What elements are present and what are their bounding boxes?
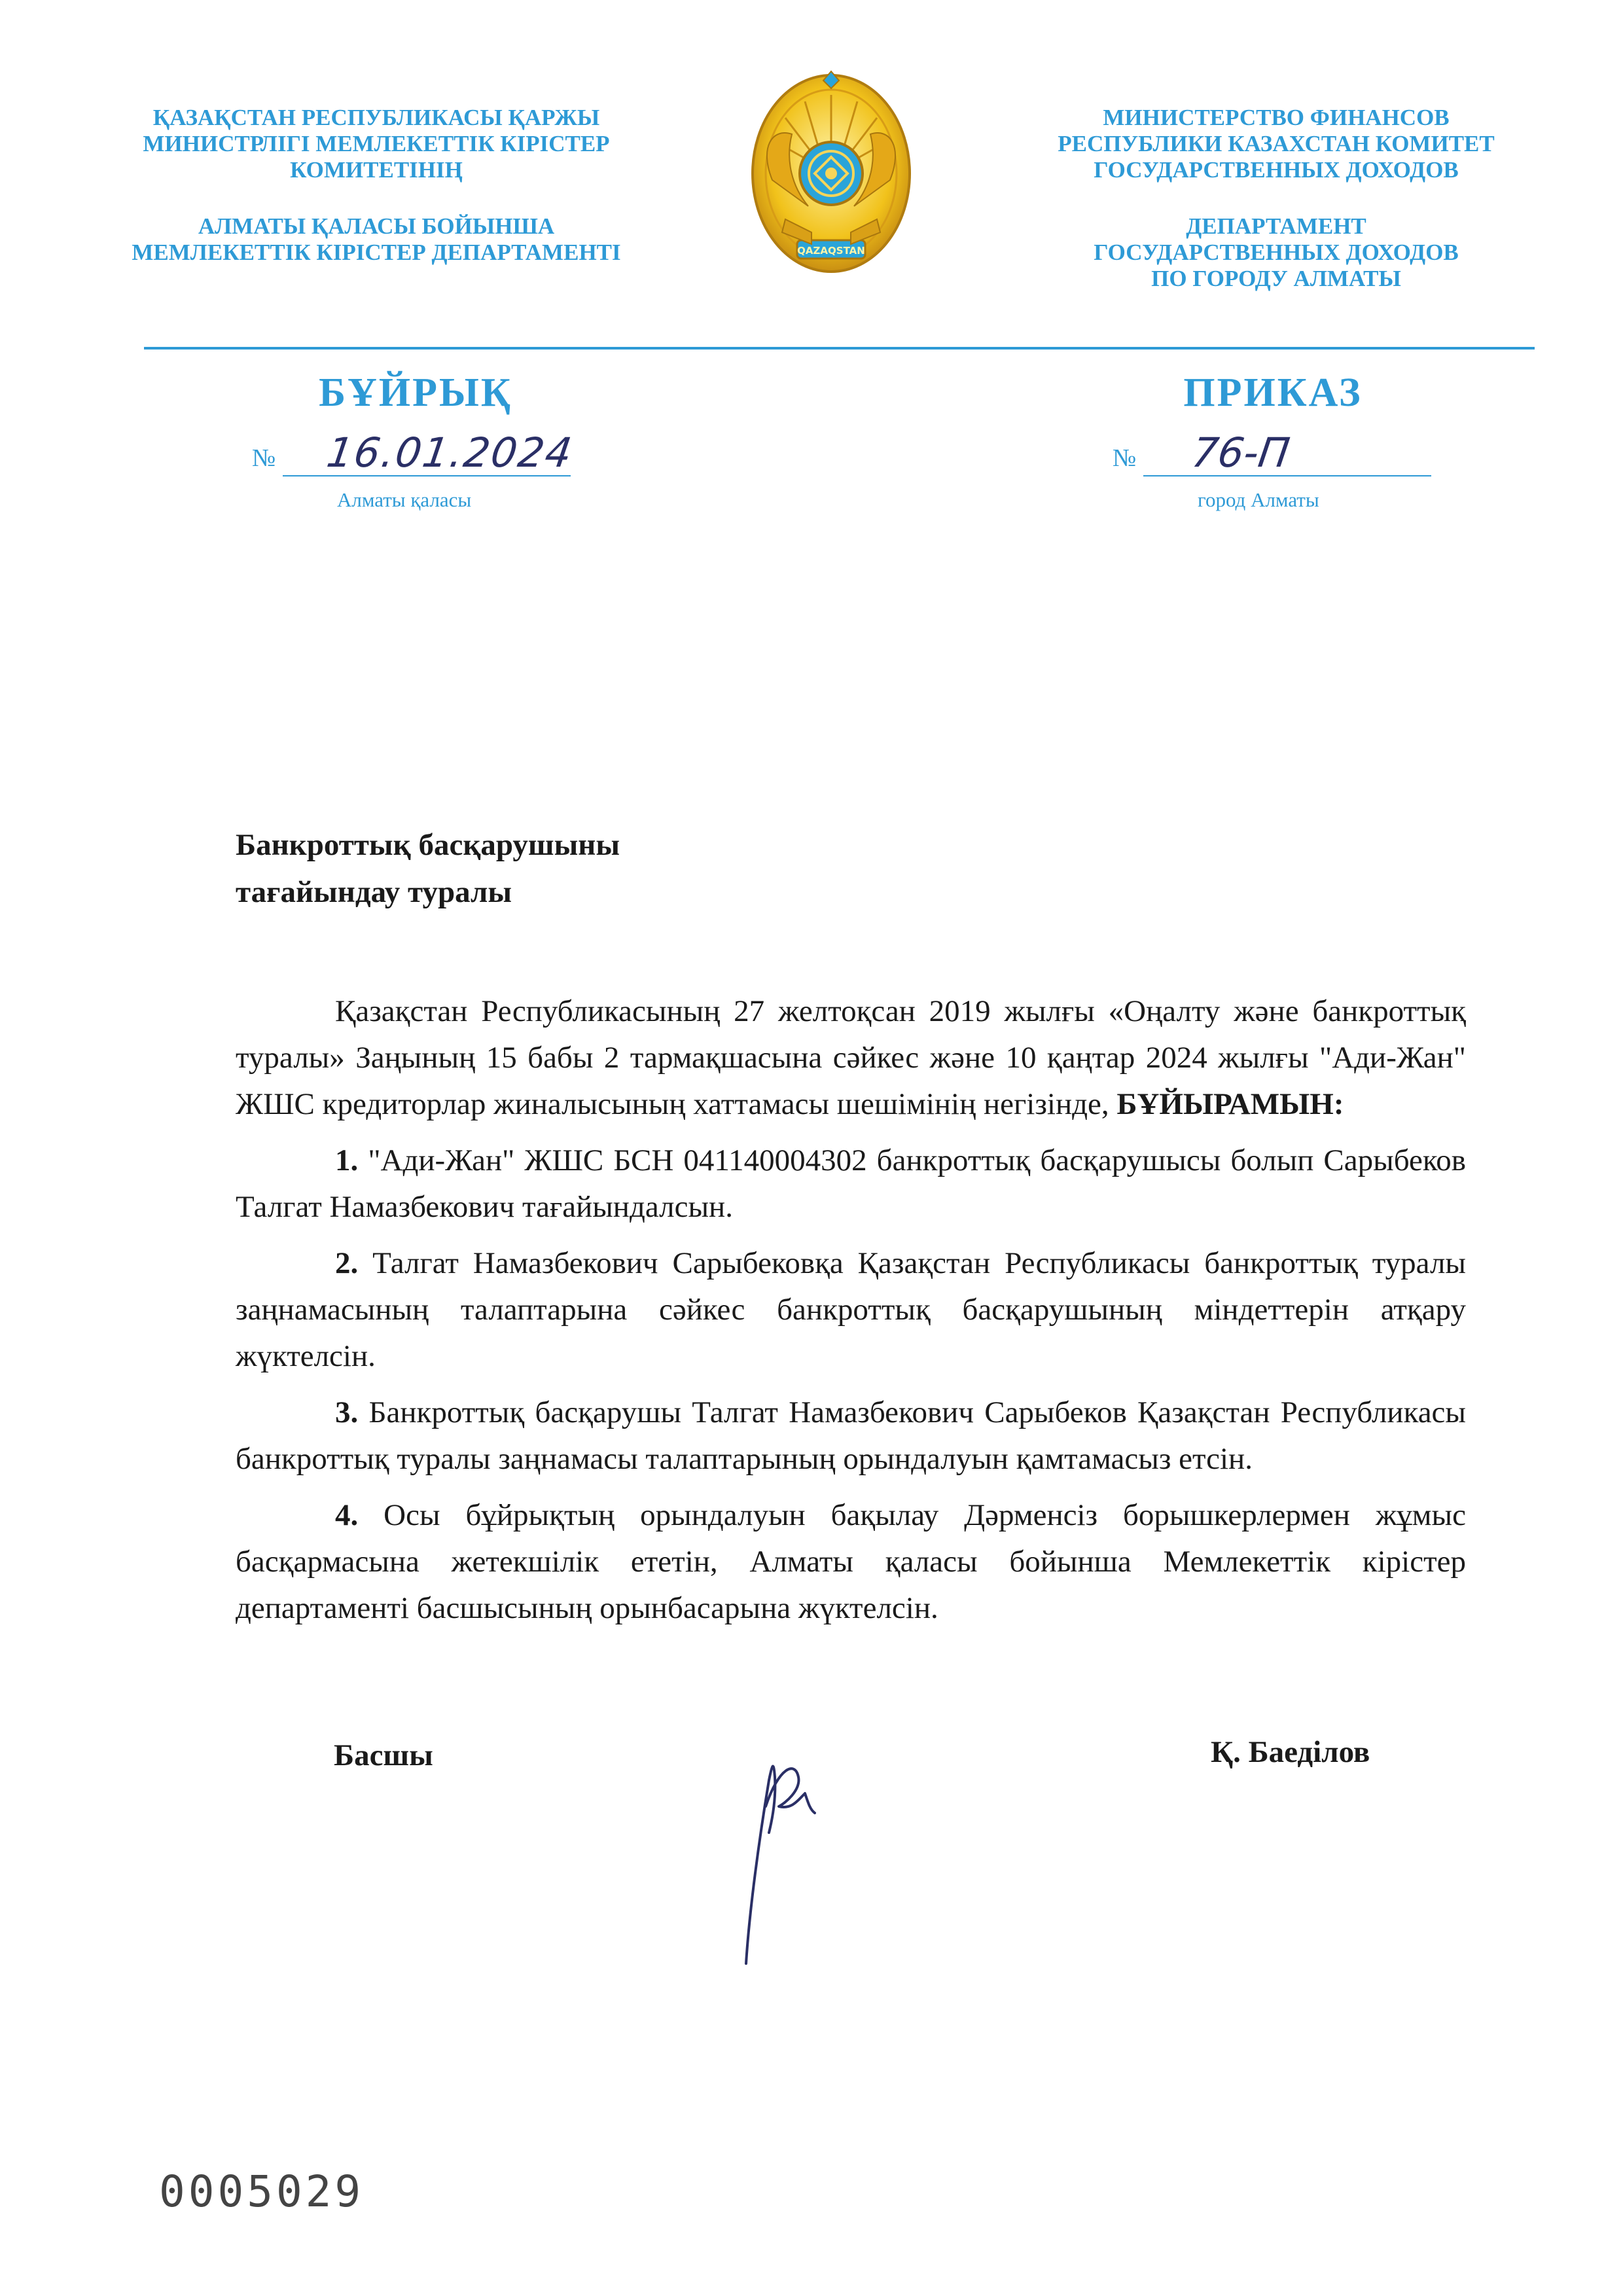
body-item: 4. Осы бұйрықтың орындалуын бақылау Дәрменсіз борышкерлермен жұмыс басқармасына жетекшілік ететін, Алматы қаласы бойынша Мемлекеттік кірістер департаменті басшысының орынбасарына жүктелсін. (236, 1498, 1466, 1625)
order-word: БҰЙЫРАМЫН: (1116, 1087, 1344, 1121)
header-divider (144, 347, 1535, 350)
subject-line: тағайындау туралы (236, 875, 512, 909)
signatory-name: Қ. Баеділов (1211, 1735, 1370, 1769)
header-kz-line: КОМИТЕТІНІҢ (290, 157, 463, 183)
serial-number: 0005029 (159, 2166, 365, 2217)
header-ru-line: РЕСПУБЛИКИ КАЗАХСТАН КОМИТЕТ (1058, 131, 1495, 156)
document-body (236, 988, 1466, 1641)
handwritten-signature-icon (733, 1741, 831, 1970)
city-ru: город Алматы (1198, 488, 1319, 511)
header-kz (98, 105, 654, 266)
header-ru-line: ГОСУДАРСТВЕННЫХ ДОХОДОВ (1094, 240, 1459, 265)
body-item: 3. Банкроттық басқарушы Талгат Намазбекович Сарыбеков Қазақстан Республикасы банкроттық туралы заңнамасы талаптарының орындалуын қамтамасыз етсін. (236, 1395, 1466, 1476)
number-line-ru (1143, 475, 1431, 476)
header-kz-line: ҚАЗАҚСТАН РЕСПУБЛИКАСЫ ҚАРЖЫ (152, 105, 600, 130)
body-item: 2. Талгат Намазбекович Сарыбековқа Қазақстан Республикасы банкроттық туралы заңнамасының талаптарына сәйкес банкроттық басқарушының міндеттерін атқару жүктелсін. (236, 1246, 1466, 1373)
header-kz-line: АЛМАТЫ ҚАЛАСЫ БОЙЫНША (198, 213, 555, 239)
number-sign-kz: № (252, 444, 276, 472)
header-ru-line: МИНИСТЕРСТВО ФИНАНСОВ (1103, 105, 1450, 130)
subject-line: Банкроттық басқарушыны (236, 828, 620, 862)
document-subject (236, 821, 825, 916)
handwritten-date: 16.01.2024 (323, 429, 577, 476)
header-kz-line: МИНИСТРЛІГІ МЕМЛЕКЕТТІК КІРІСТЕР (143, 131, 610, 156)
svg-text:QAZAQSTAN: QAZAQSTAN (797, 245, 865, 257)
body-intro: Қазақстан Республикасының 27 желтоқсан 2019 жылғы «Оңалту және банкроттық туралы» Заңының 15 бабы 2 тармақшасына сәйкес және 10 қаңтар 2024 жылғы "Ади-Жан" ЖШС кредиторлар жиналысының хаттамасы шешімінің негізінде, БҰЙЫРАМЫН: (236, 994, 1466, 1121)
order-title-ru: ПРИКАЗ (1183, 370, 1363, 415)
signatory-title: Басшы (334, 1738, 433, 1772)
header-kz-line: МЕМЛЕКЕТТІК КІРІСТЕР ДЕПАРТАМЕНТІ (132, 240, 621, 265)
body-item: 1. "Ади-Жан" ЖШС БСН 041140004302 банкроттық басқарушысы болып Сарыбеков Талгат Намазбекович тағайындалсын. (236, 1143, 1466, 1224)
header-ru (982, 105, 1571, 292)
state-emblem-icon (746, 69, 916, 285)
city-kz: Алматы қаласы (337, 488, 472, 511)
number-sign-ru: № (1113, 444, 1137, 472)
header-ru-line: ДЕПАРТАМЕНТ (1186, 213, 1366, 239)
order-title-kz: БҰЙРЫҚ (319, 370, 512, 415)
header-ru-line: ГОСУДАРСТВЕННЫХ ДОХОДОВ (1094, 157, 1459, 183)
header-ru-line: ПО ГОРОДУ АЛМАТЫ (1151, 266, 1401, 291)
handwritten-number: 76-П (1188, 429, 1293, 476)
